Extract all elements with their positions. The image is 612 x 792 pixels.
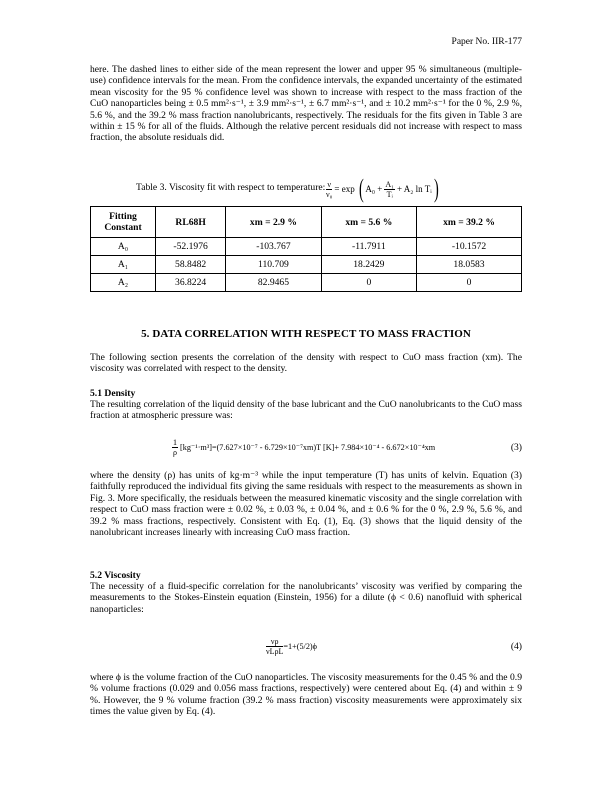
- subsection-heading: 5.2 Viscosity: [90, 570, 141, 581]
- value-cell: -10.1572: [417, 238, 522, 256]
- col-header: xm = 39.2 %: [417, 207, 522, 238]
- subsection-text: The resulting correlation of the liquid density of the base lubricant and the CuO nanolubricants to the CuO mass fraction at atmospheric pressure was:: [90, 399, 522, 422]
- eq-a0: A₀ +: [365, 184, 383, 194]
- equation-number: (4): [510, 640, 522, 652]
- table-row: [91, 238, 522, 256]
- subsection-heading: 5.1 Density: [90, 388, 136, 399]
- paragraph-confidence-intervals: here. The dashed lines to either side of the mean represent the lower and upper 95 % simultaneous (multiple-use) confidence intervals for the mean. From the confidence intervals, the expanded uncertainty of the estimated mean viscosity for the 95 % confidence level was shown to increase with respect to the mass fraction of the CuO nanoparticles being ± 0.5 mm²·s⁻¹, ± 3.9 mm²·s⁻¹, ± 6.7 mm²·s⁻¹, and ± 10.2 mm²·s⁻¹ for the 0 %, 2.9 %, 5.6 %, and the 39.2 % mass fraction nanolubricants, respectively. The residuals for the fits given in Table 3 are within ± 15 % for all of the fluids. Although the relative percent residuals did not increase with respect to mass fraction, the absolute residuals did.: [90, 64, 522, 144]
- equation-number: (3): [510, 441, 522, 453]
- subsection-text: The necessity of a fluid-specific correlation for the nanolubricants’ viscosity was verified by comparing the measurements to the Stokes-Einstein equation (Einstein, 1956) for a dilute (ϕ < 0.6) nanofluid with spherical nanoparticles:: [90, 581, 522, 615]
- value-cell: 36.8224: [156, 274, 226, 292]
- value-cell: -103.767: [226, 238, 321, 256]
- paragraph-density-results: where the density (ρ) has units of kg·m⁻³ while the input temperature (T) has units of kelvin. Equation (3) faithfully reproduced the individual fits giving the same residuals with respect to the measurements as shown in Fig. 3. More specifically, the residuals between the measured kinematic viscosity and the single correlation with respect to CuO mass fraction were ± 0.02 %, ± 0.03 %, ± 0.04 %, and ± 0.6 % for the 0 %, 2.9 %, 5.6 %, and 39.2 % mass fractions, respectively. Consistent with Eq. (1), Eq. (3) shows that the liquid density of the nanolubricant increases linearly with increasing CuO mass fraction.: [90, 470, 522, 539]
- value-cell: 58.8482: [156, 256, 226, 274]
- col-header: RL68H: [156, 207, 226, 238]
- value-cell: 82.9465: [226, 274, 321, 292]
- constant-cell: A₁: [91, 256, 156, 274]
- eq-a1-fraction: $\frac{\text{A₁}}{\text{Tᵢ}}$: [385, 179, 394, 199]
- eq-exp: = exp: [334, 184, 355, 194]
- col-header: Fitting Constant: [91, 207, 156, 238]
- equation-4: [266, 632, 522, 660]
- subsection-density: [90, 388, 522, 422]
- table3-caption-text: Table 3. Viscosity fit with respect to temperature:: [136, 182, 326, 193]
- value-cell: -11.7911: [321, 238, 416, 256]
- table-header-row: [91, 207, 522, 238]
- value-cell: 110.709: [226, 256, 321, 274]
- eq-lhs-fraction: $\frac{\nu}{\text{ν₀}}$: [326, 179, 333, 199]
- left-paren: (: [358, 174, 364, 203]
- section-title: 5. DATA CORRELATION WITH RESPECT TO MASS FRACTION: [141, 328, 471, 340]
- eq-a2: + A₂ ln Tᵢ: [396, 184, 432, 194]
- table3: [90, 206, 522, 292]
- value-cell: 0: [417, 274, 522, 292]
- subsection-viscosity: [90, 570, 522, 615]
- table-row: [91, 274, 522, 292]
- constant-cell: A₂: [91, 274, 156, 292]
- value-cell: 0: [321, 274, 416, 292]
- paragraph-stokes-einstein: where ϕ is the volume fraction of the CuO nanoparticles. The viscosity measurements for the 0.45 % and the 0.9 % volume fractions (0.029 and 0.056 mass fractions, respectively) were centered about Eq. (4) and within ± 9 %. However, the 9 % volume fraction (39.2 % mass fraction) viscosity measurements were approximately six times the value given by Eq. (4).: [90, 672, 522, 718]
- col-header: xm = 5.6 %: [321, 207, 416, 238]
- equation-3: [172, 432, 522, 462]
- paper-number: Paper No. IIR-177: [451, 37, 522, 47]
- constant-cell: A₀: [91, 238, 156, 256]
- table-row: [91, 256, 522, 274]
- paragraph-section-intro: The following section presents the correlation of the density with respect to CuO mass fraction (xm). The viscosity was correlated with respect to the density.: [90, 352, 522, 375]
- eq4-lhs-fraction: $\frac{\nu\rho}{\text{νLρL}}$: [266, 636, 284, 656]
- value-cell: 18.0583: [417, 256, 522, 274]
- eq3-rhs: [kg⁻¹·m³]=(7.627×10⁻⁷ - 6.729×10⁻⁷xm)T [K]+ 7.984×10⁻⁴ - 6.672×10⁻⁴xm: [180, 443, 436, 452]
- eq3-lhs-fraction: $\frac{1}{\rho}$: [173, 437, 177, 457]
- table3-caption: [136, 174, 522, 204]
- value-cell: 18.2429: [321, 256, 416, 274]
- table3-equation: [326, 174, 440, 204]
- eq4-rhs: =1+(5/2)ϕ: [283, 641, 317, 651]
- value-cell: -52.1976: [156, 238, 226, 256]
- right-paren: ): [433, 174, 439, 203]
- col-header: xm = 2.9 %: [226, 207, 321, 238]
